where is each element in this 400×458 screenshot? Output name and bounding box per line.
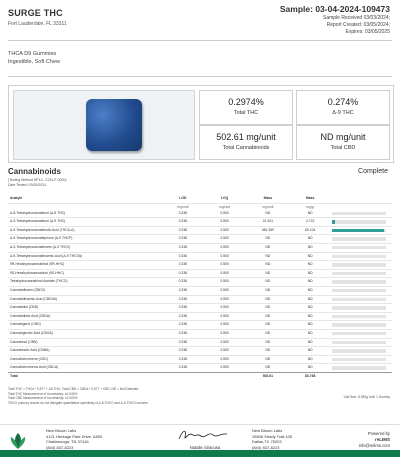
d9-thc-cell xyxy=(296,90,390,125)
table-row xyxy=(8,252,392,261)
product-image xyxy=(13,90,195,160)
table-row xyxy=(8,210,392,218)
bar-cell xyxy=(330,243,392,252)
analyte-cell: Cannabidivarin (CBDV) xyxy=(10,287,46,292)
bar-cell xyxy=(330,252,392,261)
blank-cell xyxy=(162,372,204,380)
mass-g-cell: ND xyxy=(307,279,313,284)
table-row xyxy=(8,269,392,278)
divider xyxy=(8,40,392,41)
mass-g-cell: ND xyxy=(307,296,313,301)
lod-cell: 0.336 xyxy=(178,279,188,284)
table-row xyxy=(8,312,392,321)
result-bar xyxy=(332,280,386,283)
mass-g-cell: ND xyxy=(307,305,313,310)
test-date: Date Tested: 03/05/2024 xyxy=(8,183,47,187)
mass-unit-cell: ND xyxy=(265,322,271,327)
lab2-name: New Bloom Labs xyxy=(252,428,283,433)
total-cannabinoids-cell xyxy=(199,125,293,160)
analyte-cell: Cannabidiolic Acid (CBDA) xyxy=(10,313,51,318)
total-cannabinoids-value: 502.61 mg/unit xyxy=(216,132,276,142)
lab-logo-icon xyxy=(8,431,28,451)
mass-unit-cell: ND xyxy=(265,244,271,249)
table-header-row xyxy=(8,195,392,203)
lod-cell: 0.336 xyxy=(178,287,188,292)
result-bar xyxy=(332,246,386,249)
analyte-cell: Δ-8-Tetrahydrocannabinol (Δ-8 THC) xyxy=(10,210,66,215)
lod-cell: 0.336 xyxy=(178,322,188,327)
table-row xyxy=(8,235,392,244)
total-cbd-cell xyxy=(296,125,390,160)
d9-thc-value: 0.274% xyxy=(327,97,359,107)
mass-g-cell: ND xyxy=(307,356,313,361)
lab1-city: Chattanooga, TN 37416 xyxy=(46,439,89,444)
bar-cell xyxy=(330,347,392,356)
col-mass-g: Mass xyxy=(305,196,315,200)
result-bar xyxy=(332,263,386,266)
notes xyxy=(8,387,148,405)
mass-g-cell: ND xyxy=(307,270,313,275)
lod-cell: 0.336 xyxy=(178,219,188,224)
bar-cell xyxy=(330,321,392,330)
lod-cell: 0.336 xyxy=(178,236,188,241)
lab2-phone: (844) 837-8223 xyxy=(252,444,280,450)
mass-g-cell: ND xyxy=(307,330,313,335)
lod-cell: 0.336 xyxy=(178,262,188,267)
loq-cell: 0.500 xyxy=(220,348,229,353)
bar-cell xyxy=(330,304,392,313)
lod-cell: 0.336 xyxy=(178,244,188,249)
analyte-cell: Cannabidivarinic Acid (CBDVA) xyxy=(10,296,58,301)
powered-email[interactable]: info@relims.com xyxy=(358,443,390,448)
analyte-cell: 9S-Hexahydrocannabinol (9S-HHC) xyxy=(10,270,64,275)
loq-cell: 0.500 xyxy=(220,253,229,258)
bar-cell xyxy=(330,235,392,244)
table-row xyxy=(8,226,392,235)
table-body xyxy=(8,210,392,373)
footer-accent-bar xyxy=(0,450,400,457)
table-row xyxy=(8,347,392,356)
bar-cell xyxy=(330,269,392,278)
analyte-cell: Cannabigerol (CBG) xyxy=(10,322,41,327)
mass-g-cell: ND xyxy=(307,210,313,215)
unit-cell: mg/g xyxy=(306,204,314,209)
loq-cell: 0.500 xyxy=(220,339,229,344)
bar-cell xyxy=(330,355,392,364)
result-bar xyxy=(332,349,386,352)
sample-info xyxy=(280,6,390,36)
mass-unit-cell: ND xyxy=(265,236,271,241)
mass-unit-cell: ND xyxy=(265,365,271,370)
bar-cell xyxy=(330,210,392,218)
total-cannabinoids-label: Total Cannabinoids xyxy=(222,145,270,151)
lod-cell: 0.336 xyxy=(178,330,188,335)
bar-cell xyxy=(330,261,392,270)
analyte-cell: Δ-9-Tetrahydrocannabinol (Δ-9 THC) xyxy=(10,219,66,224)
bar-cell xyxy=(330,312,392,321)
formula-note: Total THC = THCa * 0.877 + Δ9-THC; Total CBD = CBDa * 0.877 + CBD; ND = Not Detected xyxy=(8,387,139,391)
section-title: Cannabinoids xyxy=(8,167,61,176)
uncertainty-cbd: Total CBD Measurement of Uncertainty: ±0.000% xyxy=(8,396,78,400)
result-bar xyxy=(332,332,386,335)
table-row xyxy=(8,329,392,338)
mass-unit-cell: ND xyxy=(265,348,271,353)
mass-g-cell: ND xyxy=(307,253,313,258)
lab2-city: Dallas,TX 75203 xyxy=(252,439,282,444)
result-bar xyxy=(332,366,386,369)
analyte-cell: Δ-9-Tetrahydrocannabivarinic Acid (Δ-9 THCVA) xyxy=(10,253,83,258)
lod-cell: 0.336 xyxy=(178,210,188,215)
mass-g-cell: ND xyxy=(307,287,313,292)
blank-cell xyxy=(204,372,246,380)
total-thc-value: 0.2974% xyxy=(228,97,264,107)
analyte-cell: Cannabidiol (CBD) xyxy=(10,305,39,310)
lod-cell: 0.336 xyxy=(178,313,188,318)
bar-cell xyxy=(330,286,392,295)
lod-cell: 0.336 xyxy=(178,365,188,370)
analyte-cell: Δ-9-Tetrahydrocannabiphorol (Δ-9 THCP) xyxy=(10,236,73,241)
total-cbd-value: ND mg/unit xyxy=(320,132,366,142)
col-lod: LOD xyxy=(179,196,187,200)
bar-cell xyxy=(330,218,392,227)
unit-cell: mg/unit xyxy=(219,204,231,209)
mass-g-cell: 4.722 xyxy=(305,219,315,224)
table-row xyxy=(8,364,392,373)
report-expires: Expires: 03/05/2025 xyxy=(345,29,390,35)
mass-unit-cell: ND xyxy=(265,339,271,344)
unit-cell: mg/unit xyxy=(177,204,189,209)
total-mass-g: 83.768 xyxy=(290,372,330,380)
unit-size-note: Unit Size: 8.535g Unit: 1 Gummy xyxy=(343,395,390,399)
lab1-name: New Bloom Labs xyxy=(46,428,77,433)
lab-address: Fort Lauderdale, FL 33311 xyxy=(8,21,67,27)
mass-unit-cell: ND xyxy=(265,279,271,284)
results-table xyxy=(8,195,392,380)
divider xyxy=(8,76,392,77)
bar-cell xyxy=(330,364,392,373)
lab1-street: 4121 Heritage Park Drive, A500 xyxy=(46,433,103,439)
test-meta xyxy=(8,178,67,188)
analyte-cell: Δ-9-Tetrahydrocannabivarin (Δ-9 THCV) xyxy=(10,244,71,249)
loq-cell: 0.500 xyxy=(220,244,229,249)
analyte-cell: Cannabinolic Acid (CBNA) xyxy=(10,348,50,353)
loq-cell: 0.500 xyxy=(220,270,229,275)
table-row xyxy=(8,243,392,252)
mass-unit-cell: 481.269 xyxy=(261,227,274,232)
total-mass-unit: 502.61 xyxy=(245,372,290,380)
mass-g-cell: 80.104 xyxy=(304,227,316,232)
loq-cell: 0.500 xyxy=(220,322,229,327)
lod-cell: 0.336 xyxy=(178,348,188,353)
bar-cell xyxy=(330,338,392,347)
sample-id: Sample: 03-04-2024-109473 xyxy=(279,4,390,14)
thco-note: THCO potency results do not delegate quantitative specificity of Δ-8-THCO and Δ-9-THCO isomers xyxy=(8,400,148,405)
lod-cell: 0.336 xyxy=(178,227,188,232)
loq-cell: 0.500 xyxy=(220,356,229,361)
lab1-phone: (844) 837-8223 xyxy=(46,444,74,450)
mass-g-cell: ND xyxy=(307,313,313,318)
table-row xyxy=(8,261,392,270)
lab2-street: 15606 Shady Trail,105 xyxy=(252,433,293,439)
loq-cell: 0.500 xyxy=(220,287,229,292)
bar-cell xyxy=(330,226,392,235)
gummy-image xyxy=(86,99,142,151)
mass-unit-cell: ND xyxy=(265,253,271,258)
table-row xyxy=(8,304,392,313)
bar-cell xyxy=(330,278,392,287)
powered-brand: reLIMS xyxy=(374,437,390,442)
loq-cell: 0.500 xyxy=(220,330,229,335)
result-bar xyxy=(332,237,386,240)
total-thc-cell xyxy=(199,90,293,125)
result-bar xyxy=(332,341,386,344)
loq-cell: 0.500 xyxy=(220,279,229,284)
product-info xyxy=(8,50,60,66)
mass-unit-cell: ND xyxy=(265,305,271,310)
analyte-cell: Cannabigerolic Acid (CBGA) xyxy=(10,330,53,335)
result-bar xyxy=(332,358,386,361)
analyte-cell: 9R-Hexahydrocannabinol (9R-HHC) xyxy=(10,262,65,267)
mass-g-cell: ND xyxy=(307,262,313,267)
report-created: Report Created: 03/05/2024; xyxy=(326,22,390,28)
result-bar xyxy=(332,298,386,301)
mass-unit-cell: ND xyxy=(265,296,271,301)
col-analyte: Analyte xyxy=(10,196,23,200)
analyte-cell: Cannabinol (CBN) xyxy=(10,339,38,344)
signature xyxy=(175,427,231,443)
col-bar xyxy=(330,195,392,203)
table-row xyxy=(8,338,392,347)
col-mass-unit: Mass xyxy=(263,196,273,200)
mass-unit-cell: ND xyxy=(265,287,271,292)
signer-name: Natalie Siracusa xyxy=(189,445,221,450)
mass-g-cell: ND xyxy=(307,236,313,241)
bar-cell xyxy=(330,295,392,304)
lod-cell: 0.336 xyxy=(178,339,188,344)
d9-thc-label: Δ-9 THC xyxy=(332,110,354,116)
col-loq: LOQ xyxy=(220,196,229,200)
result-bar xyxy=(332,212,386,215)
loq-cell: 0.500 xyxy=(220,305,229,310)
lod-cell: 0.336 xyxy=(178,305,188,310)
powered-label: Powered by xyxy=(367,431,390,436)
blank-cell xyxy=(330,372,392,380)
mass-unit-cell: ND xyxy=(265,313,271,318)
status-label: Complete xyxy=(358,168,388,175)
mass-unit-cell: 21.341 xyxy=(262,219,274,224)
result-bar xyxy=(332,289,386,292)
result-bar xyxy=(332,229,386,232)
result-bar xyxy=(332,220,386,223)
powered-by xyxy=(359,431,390,449)
mass-unit-cell: ND xyxy=(265,270,271,275)
mass-g-cell: ND xyxy=(307,365,313,370)
result-bar xyxy=(332,272,386,275)
product-type: Ingestible, Soft Chew xyxy=(8,59,60,65)
table-row xyxy=(8,355,392,364)
analyte-cell: Δ-9-Tetrahydrocannabinolic Acid (THCA-A) xyxy=(10,227,75,232)
loq-cell: 0.500 xyxy=(220,236,229,241)
loq-cell: 0.500 xyxy=(220,262,229,267)
loq-cell: 0.500 xyxy=(220,210,229,215)
result-bar xyxy=(332,315,386,318)
total-thc-label: Total THC xyxy=(233,110,259,116)
analyte-cell: Cannabichromenic Acid (CBCA) xyxy=(10,365,59,370)
mass-unit-cell: ND xyxy=(265,262,271,267)
table-row xyxy=(8,218,392,227)
lod-cell: 0.336 xyxy=(178,253,188,258)
analyte-cell: Tetrahydrocannabinol Acetate (THCO) xyxy=(10,279,68,284)
result-bar xyxy=(332,306,386,309)
loq-cell: 0.500 xyxy=(220,219,229,224)
uncertainty-thc: Total THC Measurement of Uncertainty: ±0.040% xyxy=(8,391,78,396)
lod-cell: 0.336 xyxy=(178,270,188,275)
sample-received: Sample Received 03/03/2024; xyxy=(323,15,390,21)
table-row xyxy=(8,278,392,287)
table-row xyxy=(8,295,392,304)
loq-cell: 0.500 xyxy=(220,296,229,301)
result-bar xyxy=(332,255,386,258)
mass-unit-cell: ND xyxy=(265,210,271,215)
loq-cell: 0.500 xyxy=(220,365,229,370)
total-row xyxy=(8,372,392,380)
mass-unit-cell: ND xyxy=(265,330,271,335)
analyte-cell: Cannabichromene (CBC) xyxy=(10,356,49,361)
mass-g-cell: ND xyxy=(307,348,313,353)
unit-cell: mg/unit xyxy=(262,204,274,209)
mass-g-cell: ND xyxy=(307,339,313,344)
mass-unit-cell: ND xyxy=(265,356,271,361)
loq-cell: 0.500 xyxy=(220,227,229,232)
result-bar-fill xyxy=(332,220,335,223)
lod-cell: 0.336 xyxy=(178,296,188,301)
mass-g-cell: ND xyxy=(307,322,313,327)
total-label: Total xyxy=(8,372,162,380)
table-row xyxy=(8,286,392,295)
loq-cell: 0.500 xyxy=(220,313,229,318)
product-name: THCA D9 Gummies xyxy=(8,51,57,57)
total-cbd-label: Total CBD xyxy=(330,145,356,151)
lod-cell: 0.336 xyxy=(178,356,188,361)
result-bar xyxy=(332,323,386,326)
result-bar-fill xyxy=(332,229,384,232)
mass-g-cell: ND xyxy=(307,244,313,249)
bar-cell xyxy=(330,329,392,338)
table-row xyxy=(8,321,392,330)
test-method: (Testing Method HPLC, CON-P-3000) xyxy=(8,178,67,182)
summary-panel xyxy=(8,85,394,163)
lab-name: SURGE THC xyxy=(8,8,63,18)
